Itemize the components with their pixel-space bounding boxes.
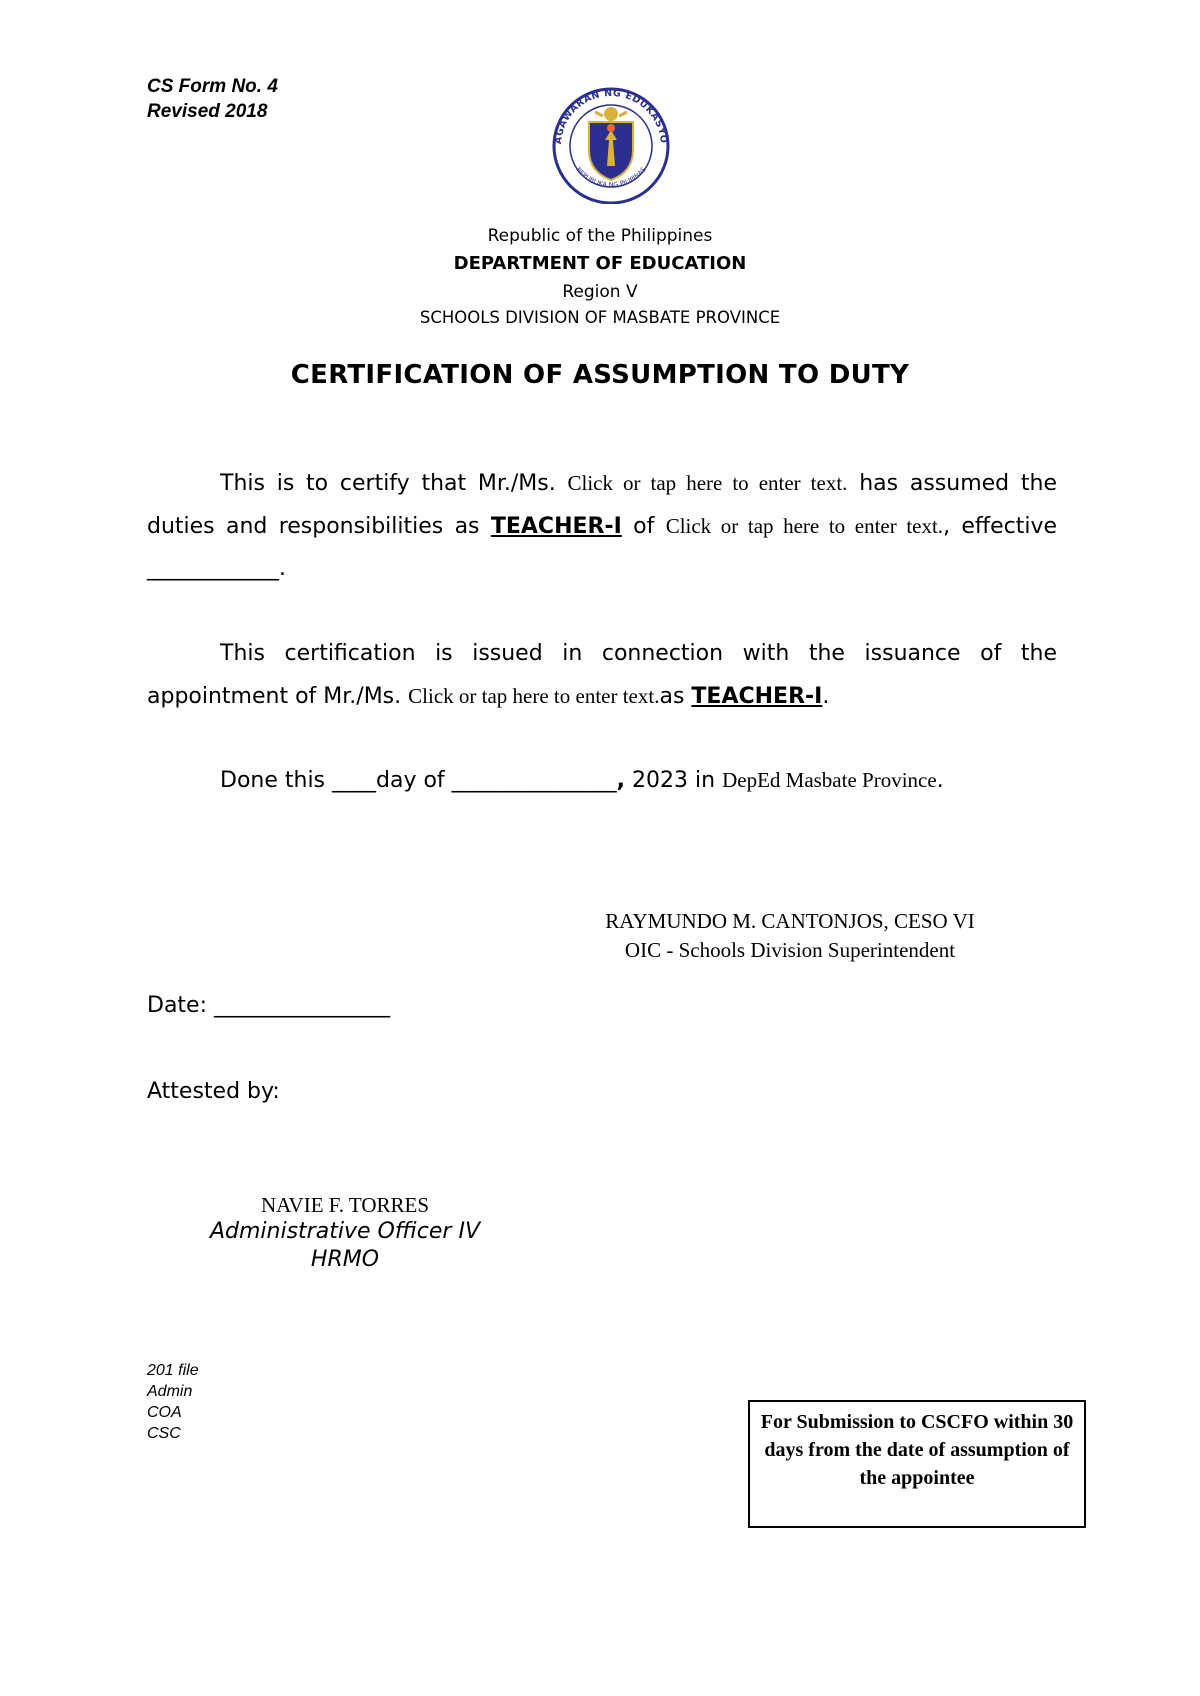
header-region: Region V [562, 282, 638, 302]
form-number-block [147, 74, 278, 124]
seal-top-text: AGAWARAN NG EDUKASYO [552, 87, 670, 145]
paragraph-certify [147, 462, 1057, 590]
signatory-name: RAYMUNDO M. CANTONJOS, CESO VI [605, 909, 975, 933]
header-republic: Republic of the Philippines [487, 226, 713, 246]
station-placeholder-field[interactable]: Click or tap here to enter text. [665, 514, 944, 538]
paragraph-done [220, 759, 1060, 802]
submission-notice-box [748, 1400, 1086, 1528]
attested-by-label: Attested by: [147, 1079, 280, 1104]
position-title-2: TEACHER-I [691, 684, 823, 709]
attester-block [160, 1192, 530, 1274]
p1-text-c: of [633, 514, 655, 539]
copy-item: COA [147, 1404, 182, 1421]
paragraph-issuance [147, 633, 1057, 718]
date-line: Date: ________________ [147, 993, 390, 1018]
copy-furnished-list [147, 1360, 199, 1444]
position-title: TEACHER-I [490, 514, 622, 539]
document-title: CERTIFICATION OF ASSUMPTION TO DUTY [290, 360, 910, 390]
p3-text-b: 2023 in [632, 768, 716, 793]
signatory-block [560, 907, 1020, 965]
copy-item: CSC [147, 1425, 181, 1442]
p1-text-d: , effective ____________. [147, 514, 1058, 581]
seal-bottom-text: REPUBLIKA NG PILIPINAS [574, 165, 648, 189]
signatory-title: OIC - Schools Division Superintendent [624, 938, 956, 962]
appointee-placeholder-field[interactable]: Click or tap here to enter text. [408, 684, 660, 708]
attester-name: NAVIE F. TORRES [260, 1193, 430, 1217]
name-placeholder-field[interactable]: Click or tap here to enter text. [567, 471, 848, 495]
copy-item: Admin [147, 1383, 193, 1400]
p1-text-a: This is to certify that Mr./Ms. [220, 471, 556, 496]
header-division: SCHOOLS DIVISION OF MASBATE PROVINCE [419, 308, 781, 327]
form-revision: Revised 2018 [147, 101, 268, 122]
copy-item: 201 file [147, 1362, 199, 1379]
p2-text-a: This certification is issued in connection with the issuance of the appointment of Mr./Ms. [147, 641, 1057, 709]
attester-office: HRMO [310, 1247, 380, 1272]
deped-seal-logo [543, 84, 679, 204]
p1-text-b: has assumed the duties and responsibilities as [147, 471, 1057, 539]
p3-text-c: . [936, 768, 944, 793]
form-number: CS Form No. 4 [147, 76, 278, 97]
p3-text-a: Done this ____day of _______________ [220, 768, 617, 793]
p3-comma: , [616, 768, 626, 793]
p2-text-c: . [822, 684, 830, 709]
p2-text-b: as [659, 684, 685, 709]
deped-seal-icon [543, 84, 679, 204]
submission-notice-text: For Submission to CSCFO within 30 days from the date of assumption of the appointee [760, 1411, 1074, 1489]
place-field: DepEd Masbate Province [722, 768, 937, 792]
header-department: DEPARTMENT OF EDUCATION [453, 253, 747, 274]
attester-title: Administrative Officer IV [209, 1219, 481, 1244]
